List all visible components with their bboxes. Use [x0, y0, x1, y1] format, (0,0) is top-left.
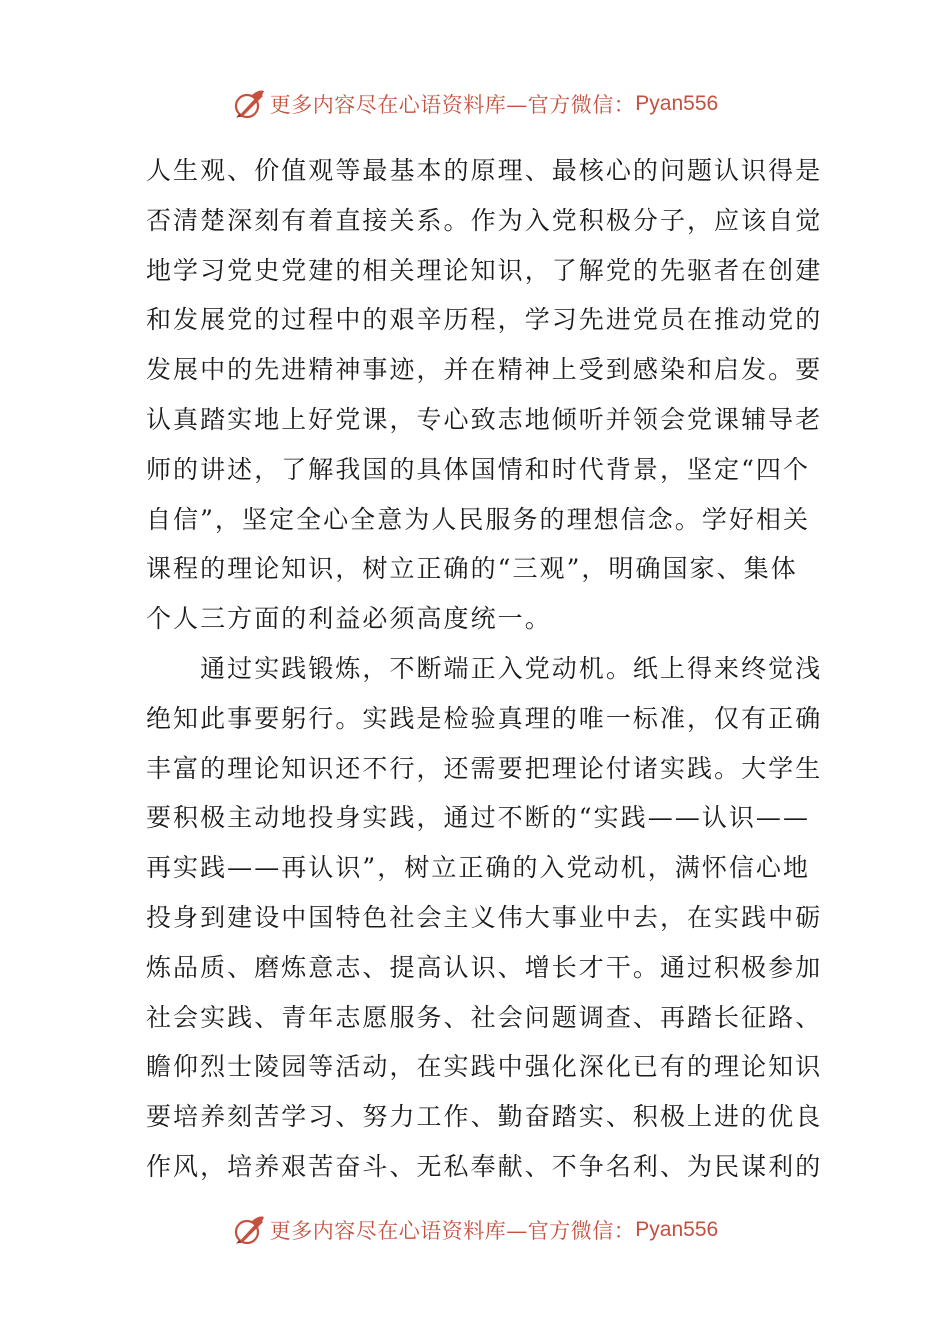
quill-pen-logo-icon: [232, 87, 266, 121]
body-line: 地学习党史党建的相关理论知识，了解党的先驱者在创建: [146, 255, 823, 285]
footer-wechat-id: Pyan556: [635, 1218, 719, 1241]
header-wechat-id: Pyan556: [635, 92, 719, 115]
header-banner: [0, 82, 950, 126]
body-line: 自信”，坚定全心全意为人民服务的理想信念。学好相关: [146, 504, 811, 534]
body-line: 课程的理论知识，树立正确的“三观”，明确国家、集体: [146, 554, 798, 584]
body-line: 作风，培养艰苦奋斗、无私奉献、不争名利、为民谋利的: [146, 1151, 823, 1181]
body-line: 炼品质、磨炼意志、提高认识、增长才干。通过积极参加: [146, 952, 823, 982]
body-line: 和发展党的过程中的艰辛历程，学习先进党员在推动党的: [146, 305, 823, 335]
body-line: 要积极主动地投身实践，通过不断的“实践——认识——: [146, 803, 811, 833]
body-line: 社会实践、青年志愿服务、社会问题调查、再踏长征路、: [146, 1002, 823, 1032]
paragraph-start-line: 通过实践锻炼，不断端正入党动机。纸上得来终觉浅: [146, 653, 823, 683]
body-line: 发展中的先进精神事迹，并在精神上受到感染和启发。要: [146, 355, 823, 385]
body-line: 投身到建设中国特色社会主义伟大事业中去，在实践中砺: [146, 902, 823, 932]
footer-banner-text: 更多内容尽在心语资料库—官方微信：: [269, 1219, 636, 1243]
body-line: 再实践——再认识”，树立正确的入党动机，满怀信心地: [146, 853, 811, 883]
body-line: 瞻仰烈士陵园等活动，在实践中强化深化已有的理论知识: [146, 1052, 823, 1082]
body-line: 要培养刻苦学习、努力工作、勤奋踏实、积极上进的优良: [146, 1102, 823, 1132]
document-body: [146, 146, 823, 1192]
body-line: 认真踏实地上好党课，专心致志地倾听并领会党课辅导老: [146, 404, 823, 434]
body-line: 师的讲述，了解我国的具体国情和时代背景，坚定“四个: [146, 454, 811, 484]
body-line: 丰富的理论知识还不行，还需要把理论付诸实践。大学生: [146, 753, 823, 783]
header-banner-text: 更多内容尽在心语资料库—官方微信：: [269, 93, 636, 117]
body-line: 绝知此事要躬行。实践是检验真理的唯一标准，仅有正确: [146, 703, 823, 733]
footer-banner: [0, 1208, 950, 1252]
quill-pen-logo-icon: [232, 1213, 266, 1247]
body-line: 否清楚深刻有着直接关系。作为入党积极分子，应该自觉: [146, 205, 823, 235]
body-line: 人生观、价值观等最基本的原理、最核心的问题认识得是: [146, 156, 823, 185]
body-line: 个人三方面的利益必须高度统一。: [146, 604, 552, 634]
